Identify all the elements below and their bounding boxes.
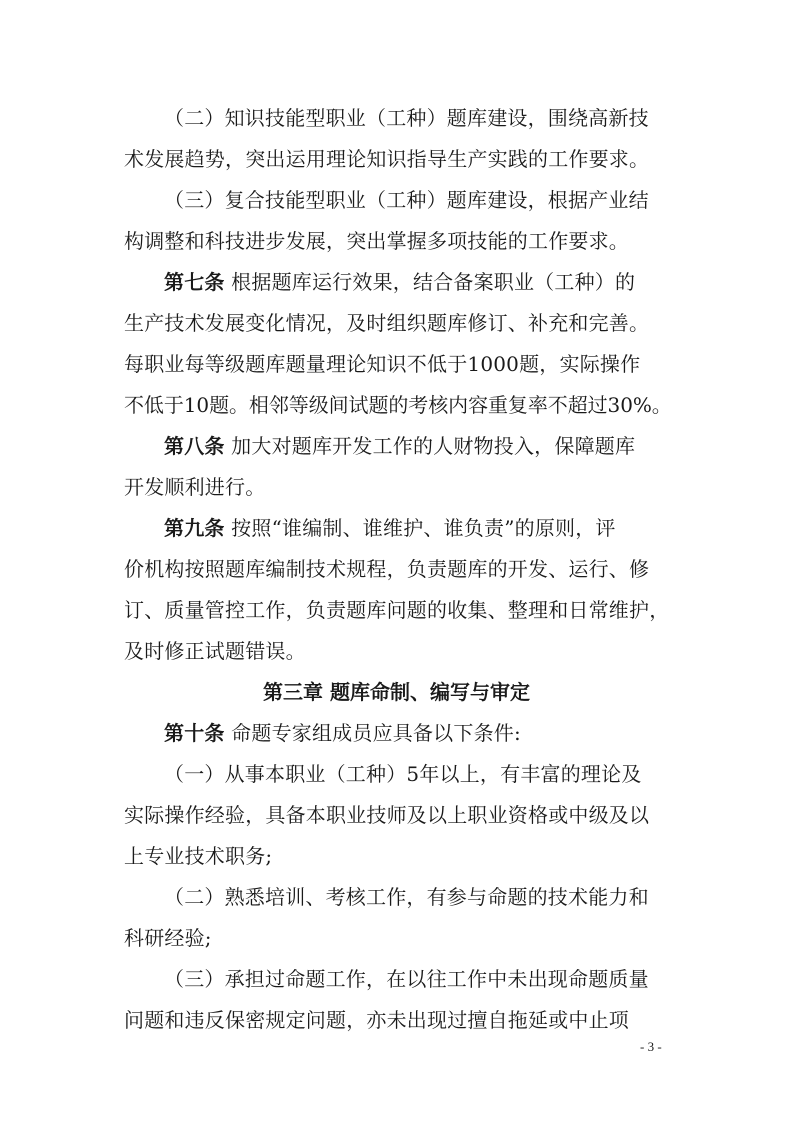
paragraph-line: 价机构按照题库编制技术规程，负责题库的开发、运行、修	[124, 557, 650, 581]
paragraph-line: （一）从事本职业（工种）5年以上，有丰富的理论及	[164, 762, 642, 786]
article-7-line	[164, 270, 635, 294]
article-9-line	[164, 516, 616, 540]
paragraph-line: 构调整和科技进步发展，突出掌握多项技能的工作要求。	[124, 229, 629, 253]
paragraph-line: 不低于10题。相邻等级间试题的考核内容重复率不超过30%。	[124, 393, 672, 417]
paragraph-line: 术发展趋势，突出运用理论知识指导生产实践的工作要求。	[124, 147, 650, 171]
paragraph-line: （三）承担过命题工作，在以往工作中未出现命题质量	[164, 967, 649, 991]
paragraph-line: 问题和违反保密规定问题，亦未出现过擅自拖延或中止项	[124, 1008, 629, 1032]
paragraph-line: 及时修正试题错误。	[124, 639, 306, 663]
paragraph-line: 订、质量管控工作，负责题库问题的收集、整理和日常维护，	[124, 598, 670, 622]
paragraph-line: （三）复合技能型职业（工种）题库建设，根据产业结	[164, 188, 649, 212]
article-8-line	[164, 434, 635, 458]
article-10-heading: 第十条	[164, 721, 225, 745]
article-8-text: 加大对题库开发工作的人财物投入，保障题库	[231, 434, 636, 458]
paragraph-line: 开发顺利进行。	[124, 475, 266, 499]
paragraph-line: （二）知识技能型职业（工种）题库建设，围绕高新技	[164, 106, 649, 130]
paragraph-line: 科研经验;	[124, 926, 212, 950]
article-9-text: 按照“谁编制、谁维护、谁负责”的原则，评	[231, 516, 616, 540]
paragraph-line: （二）熟悉培训、考核工作，有参与命题的技术能力和	[164, 885, 649, 909]
chapter-heading: 第三章 题库命制、编写与审定	[263, 680, 530, 704]
page-number: - 3 -	[640, 1039, 662, 1054]
article-8-heading: 第八条	[164, 434, 225, 458]
article-10-line	[164, 721, 521, 745]
article-7-text: 根据题库运行效果，结合备案职业（工种）的	[231, 270, 636, 294]
paragraph-line: 上专业技术职务;	[124, 844, 273, 868]
paragraph-line: 实际操作经验，具备本职业技师及以上职业资格或中级及以	[124, 803, 650, 827]
article-10-text: 命题专家组成员应具备以下条件:	[231, 721, 521, 745]
paragraph-line: 每职业每等级题库题量理论知识不低于1000题，实际操作	[124, 352, 641, 376]
paragraph-line: 生产技术发展变化情况，及时组织题库修订、补充和完善。	[124, 311, 650, 335]
article-9-heading: 第九条	[164, 516, 225, 540]
article-7-heading: 第七条	[164, 270, 225, 294]
